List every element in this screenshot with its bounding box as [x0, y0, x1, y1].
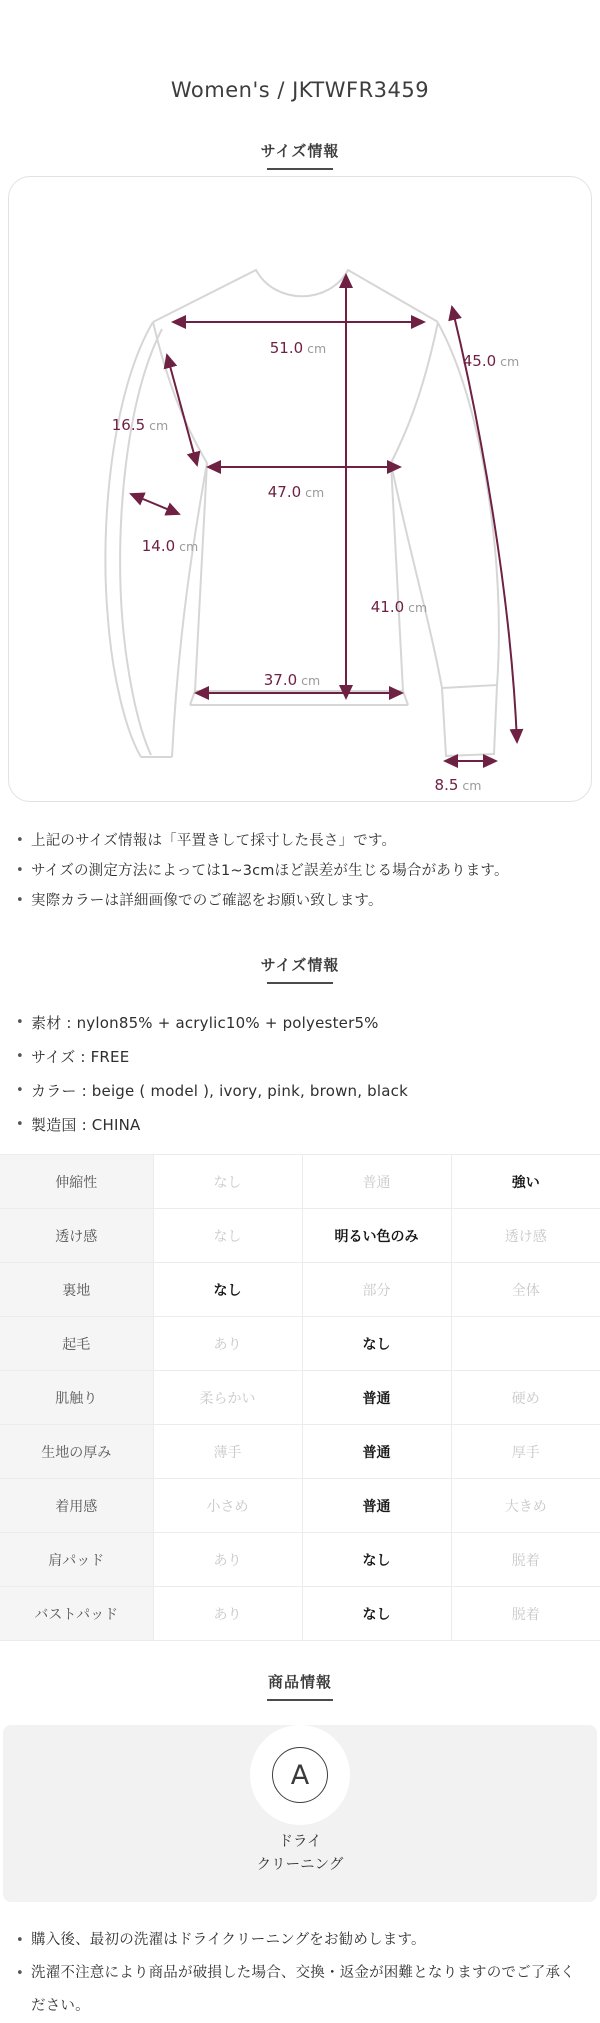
- option-cell: 脱着: [451, 1587, 600, 1641]
- option-cell: 柔らかい: [153, 1371, 302, 1425]
- label-hem-width: 37.0 cm: [263, 671, 321, 689]
- row-label: 肩パッド: [0, 1533, 153, 1587]
- table-row: [0, 1317, 600, 1371]
- option-cell: なし: [302, 1587, 451, 1641]
- size-section-header-text: サイズ情報: [260, 142, 340, 160]
- option-cell: 小さめ: [153, 1479, 302, 1533]
- size-notes-list: [0, 826, 600, 916]
- option-cell: なし: [302, 1533, 451, 1587]
- row-label: 肌触り: [0, 1371, 153, 1425]
- care-label: [3, 1831, 597, 1877]
- row-label: 起毛: [0, 1317, 153, 1371]
- detail-list: [0, 1006, 600, 1142]
- header-underline: [267, 1699, 333, 1701]
- option-cell: 強い: [451, 1155, 600, 1209]
- garment-measurement-diagram: [9, 177, 592, 802]
- table-row: [0, 1209, 600, 1263]
- detail-item-color: • カラー : beige ( model ), ivory, pink, brown, black: [14, 1074, 582, 1108]
- page-title: Women's / JKTWFR3459: [170, 78, 430, 102]
- measure-arrow-sleeve-length: [452, 307, 520, 742]
- size-note: • 実際カラーは詳細画像でのご確認をお願い致します。: [14, 886, 582, 916]
- label-shoulder-width: 51.0 cm: [269, 339, 327, 357]
- label-cuff-width: 8.5 cm: [434, 776, 482, 794]
- table-row: [0, 1425, 600, 1479]
- care-instruction-panel: [3, 1725, 597, 1902]
- header-underline: [267, 982, 333, 984]
- option-cell: あり: [153, 1533, 302, 1587]
- detail-item-country: • 製造国 : CHINA: [14, 1108, 582, 1142]
- option-cell: 大きめ: [451, 1479, 600, 1533]
- care-label-line1: ドライ: [278, 1834, 322, 1850]
- option-cell: 厚手: [451, 1425, 600, 1479]
- label-sleeve-opening: 14.0 cm: [141, 537, 199, 555]
- header-underline: [267, 168, 333, 170]
- option-cell: [451, 1317, 600, 1371]
- table-row: [0, 1533, 600, 1587]
- option-cell: 脱着: [451, 1533, 600, 1587]
- care-symbol-circle: [250, 1725, 350, 1825]
- table-row: [0, 1479, 600, 1533]
- label-sleeve-length: 45.0 cm: [462, 352, 520, 370]
- label-chest-width: 47.0 cm: [267, 483, 325, 501]
- row-label: 生地の厚み: [0, 1425, 153, 1479]
- option-cell: 薄手: [153, 1425, 302, 1479]
- option-cell: なし: [302, 1317, 451, 1371]
- option-cell: 硬め: [451, 1371, 600, 1425]
- option-cell: 透け感: [451, 1209, 600, 1263]
- size-diagram-box: [8, 176, 592, 802]
- option-cell: なし: [153, 1263, 302, 1317]
- table-row: [0, 1155, 600, 1209]
- detail-section-header-text: サイズ情報: [260, 956, 340, 974]
- attribute-table: [0, 1154, 600, 1641]
- option-cell: あり: [153, 1317, 302, 1371]
- option-cell: なし: [153, 1209, 302, 1263]
- label-body-length: 41.0 cm: [370, 598, 428, 616]
- table-row: [0, 1371, 600, 1425]
- detail-item-material: • 素材 : nylon85% + acrylic10% + polyester5%: [14, 1006, 582, 1040]
- option-cell: 普通: [302, 1425, 451, 1479]
- option-cell: 明るい色のみ: [302, 1209, 451, 1263]
- option-cell: 普通: [302, 1371, 451, 1425]
- option-cell: 普通: [302, 1479, 451, 1533]
- size-note: • 上記のサイズ情報は「平置きして採寸した長さ」です。: [14, 826, 582, 856]
- size-section-header: [0, 140, 600, 170]
- row-label: 透け感: [0, 1209, 153, 1263]
- care-label-line2: クリーニング: [256, 1857, 344, 1873]
- row-label: 着用感: [0, 1479, 153, 1533]
- table-row: [0, 1263, 600, 1317]
- row-label: 裏地: [0, 1263, 153, 1317]
- care-notes-list: [0, 1924, 600, 2023]
- product-section-header-text: 商品情報: [267, 1673, 332, 1691]
- row-label: バストパッド: [0, 1587, 153, 1641]
- care-symbol-letter: A: [290, 1759, 310, 1791]
- product-section-header: [0, 1671, 600, 1701]
- row-label: 伸縮性: [0, 1155, 153, 1209]
- option-cell: なし: [153, 1155, 302, 1209]
- measure-arrow-sleeve-opening: [131, 494, 179, 514]
- option-cell: あり: [153, 1587, 302, 1641]
- measure-arrow-armhole: [167, 355, 197, 465]
- table-row: [0, 1587, 600, 1641]
- option-cell: 部分: [302, 1263, 451, 1317]
- care-note: • 洗濯不注意により商品が破損した場合、交換・返金が困難となりますのでご了承ください。: [14, 1957, 582, 2023]
- option-cell: 普通: [302, 1155, 451, 1209]
- option-cell: 全体: [451, 1263, 600, 1317]
- size-note: • サイズの測定方法によっては1~3cmほど誤差が生じる場合があります。: [14, 856, 582, 886]
- care-note: • 購入後、最初の洗濯はドライクリーニングをお勧めします。: [14, 1924, 582, 1957]
- detail-item-size: • サイズ : FREE: [14, 1040, 582, 1074]
- dry-clean-icon: [272, 1747, 328, 1803]
- label-armhole: 16.5 cm: [111, 416, 169, 434]
- detail-section-header: [0, 954, 600, 984]
